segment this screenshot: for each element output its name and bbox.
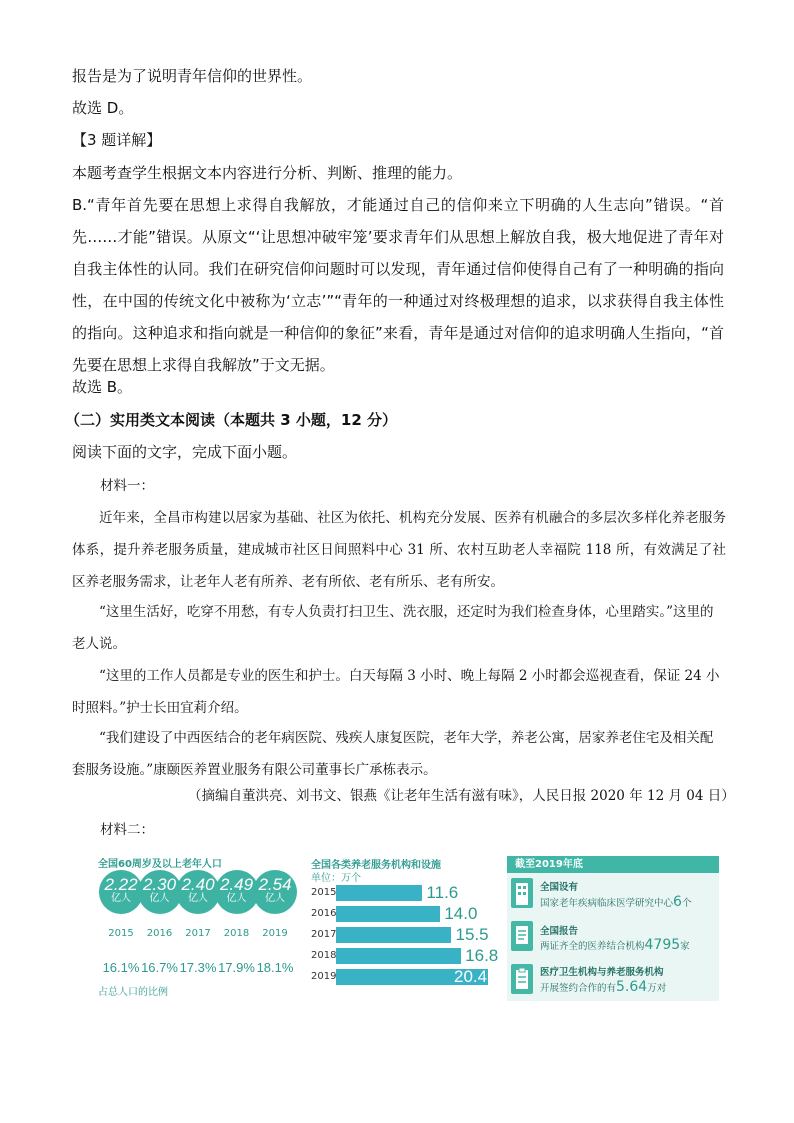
population-unit: 亿人	[149, 893, 170, 904]
panel-item2-unit: 家	[680, 941, 690, 952]
building-icon	[511, 878, 533, 908]
chart2-title: 全国各类养老服务机构和设施	[311, 860, 441, 871]
panel-item1-title: 全国设有	[540, 882, 579, 893]
population-unit: 亿人	[188, 893, 208, 904]
panel-item2-title: 全国报告	[540, 926, 579, 937]
bar-year-label: 2017	[311, 929, 337, 940]
panel-item1-unit: 个	[681, 898, 692, 909]
material1-paragraph: 近年来，全昌市构建以居家为基础、社区为依托、机构充分发展、医养有机融合的多层次多样化养老服务体系，提升养老服务质量，建成城市社区日间照料中心 31 所、农村互助老人幸福院 118 所，有效满足了社区养老服务需求，让老年人老有所养、老有所依、老有所乐、老有所安。	[72, 510, 726, 590]
panel-item3-unit: 万对	[647, 983, 667, 994]
year-label: 2018	[223, 928, 250, 939]
share-percent: 16.1%	[102, 960, 140, 975]
population-unit: 亿人	[265, 893, 285, 904]
answer-line: 故选 D。	[72, 99, 134, 117]
facility-bar	[336, 948, 461, 964]
bar-year-label: 2018	[311, 950, 337, 961]
population-unit: 亿人	[226, 893, 247, 904]
bar-value-label: 20.4	[454, 967, 488, 986]
share-percent: 18.1%	[256, 960, 294, 975]
material2-label: 材料二：	[100, 822, 154, 838]
facility-bar	[336, 906, 440, 922]
population-unit: 亿人	[111, 893, 131, 904]
bar-year-label: 2015	[311, 887, 337, 898]
share-percent: 16.7%	[141, 960, 178, 975]
instruction-line: 阅读下面的文字，完成下面小题。	[72, 443, 298, 461]
population-bubble	[138, 870, 182, 914]
panel-item2	[540, 939, 690, 953]
analysis-paragraph: B.“青年首先要在思想上求得自我解放，才能通过自己的信仰来立下明确的人生志向”错误。“首先……才能”错误。从原文“‘让思想冲破牢笼’要求青年们从思想上解放自我，极大地促进了青年对自我主体性的认同。我们在研究信仰问题时可以发现，青年通过信仰使得自己有了一种明确的指向性，在中国的传统文化中被称为‘立志’”“青年的一种通过对终极理想的追求，以求获得自我主体性的指向。这种追求和指向就是一种信仰的象征”来看，青年是通过对信仰的追求明确人生指向，“首先要在思想上求得自我解放”于文无据。	[72, 196, 724, 374]
population-bubble	[176, 870, 220, 914]
year-label: 2019	[262, 928, 288, 939]
panel-header: 截至2019年底	[507, 856, 719, 873]
chart1-title: 全国60周岁及以上老年人口	[98, 859, 222, 870]
source-citation: （摘编自董洪亮、刘书文、银燕《让老年生活有滋有味》，人民日报 2020 年 12 月 04 日）	[188, 788, 735, 804]
year-label: 2015	[108, 928, 134, 939]
document-icon	[511, 921, 533, 951]
panel-item1	[540, 896, 691, 910]
population-bubble	[99, 870, 143, 914]
year-label: 2016	[146, 928, 173, 939]
bar-year-label: 2019	[311, 971, 337, 982]
population-bubble	[253, 870, 297, 914]
panel-item3-text: 开展签约合作的有	[540, 983, 617, 994]
clipboard-icon	[511, 964, 533, 994]
population-value: 2.49	[219, 875, 254, 894]
material1-label: 材料一：	[100, 478, 154, 494]
panel-item1-value: 6	[673, 894, 682, 910]
panel-item2-text: 两证齐全的医养结合机构	[540, 941, 645, 952]
chart1-footer: 占总人口的比例	[98, 987, 168, 998]
population-value: 2.40	[181, 875, 215, 894]
bar-value-label: 11.6	[426, 883, 459, 902]
stats-panel	[507, 856, 719, 1001]
bar-value-label: 16.8	[465, 946, 499, 965]
chart2-unit: 单位：万个	[311, 873, 361, 884]
panel-item3	[540, 981, 666, 995]
population-bubble	[215, 870, 259, 914]
question-heading: 【3 题详解】	[72, 131, 162, 149]
material1-paragraph: “这里生活好，吃穿不用愁，有专人负责打扫卫生、洗衣服，还定时为我们检查身体，心里踏实。”这里的老人说。	[72, 604, 714, 652]
text-line: 报告是为了说明青年信仰的世界性。	[72, 67, 313, 85]
material1-paragraph: “这里的工作人员都是专业的医生和护士。白天每隔 3 小时、晚上每隔 2 小时都会巡视查看，保证 24 小时照料。”护士长田宜莉介绍。	[72, 668, 720, 716]
share-percent: 17.9%	[218, 960, 255, 975]
population-value: 2.30	[142, 875, 177, 894]
text-line: 本题考查学生根据文本内容进行分析、判断、推理的能力。	[72, 164, 463, 182]
year-label: 2017	[185, 928, 211, 939]
population-value: 2.22	[104, 875, 138, 894]
material1-paragraph: “我们建设了中西医结合的老年病医院、残疾人康复医院，老年大学，养老公寓，居家养老住宅及相关配套服务设施。”康颐医养置业服务有限公司董事长广承栋表示。	[72, 730, 714, 778]
facility-bar	[336, 885, 422, 901]
population-value: 2.54	[258, 875, 292, 894]
panel-item3-value: 5.64	[616, 979, 648, 995]
answer-line: 故选 B。	[72, 378, 133, 396]
panel-item1-text: 国家老年疾病临床医学研究中心	[540, 898, 674, 909]
share-percent: 17.3%	[179, 960, 217, 975]
section-heading: （二）实用类文本阅读（本题共 3 小题，12 分）	[65, 411, 397, 429]
bar-value-label: 14.0	[444, 904, 478, 923]
facility-bar	[336, 927, 451, 943]
bar-value-label: 15.5	[455, 925, 489, 944]
panel-item2-value: 4795	[644, 937, 681, 953]
bar-year-label: 2016	[311, 908, 337, 919]
panel-item3-title: 医疗卫生机构与养老服务机构	[540, 967, 664, 978]
